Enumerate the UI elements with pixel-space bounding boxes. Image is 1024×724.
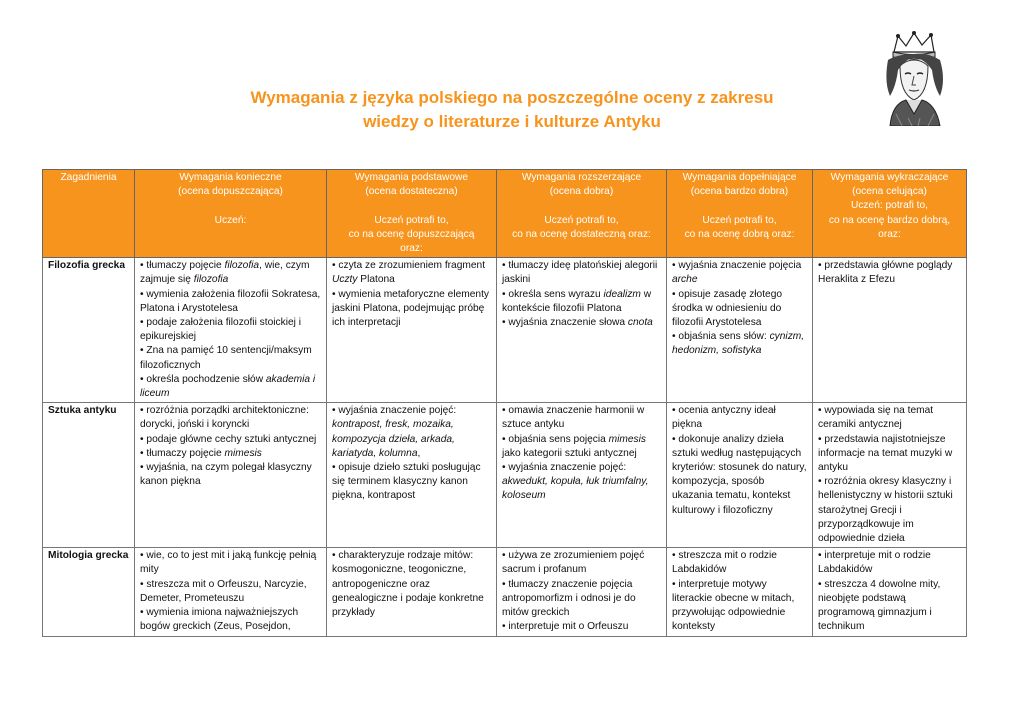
requirement-item: • streszcza mit o rodzie Labdakidów — [672, 550, 777, 576]
requirement-item: • wyjaśnia znaczenie pojęć: kontrapost, fresk, mozaika, kompozycja dzieła, arkada, kariatyda, kolumna, — [332, 405, 457, 459]
requirement-cell — [813, 403, 967, 548]
requirement-item: • podaje główne cechy sztuki antycznej — [140, 433, 317, 445]
requirement-item: • tłumaczy ideę platońskiej alegorii jaskini — [502, 260, 658, 286]
header-grade-4: Wymagania rozszerzające (ocena dobra) Uczeń potrafi to, co na ocenę dostateczną oraz: — [497, 170, 667, 258]
requirement-cell — [135, 403, 327, 548]
requirement-cell — [497, 548, 667, 636]
requirement-cell — [813, 258, 967, 403]
requirement-cell — [667, 258, 813, 403]
title-line-1: Wymagania z języka polskiego na poszczególne oceny z zakresu — [250, 88, 774, 107]
requirement-cell — [667, 548, 813, 636]
requirement-item: • Zna na pamięć 10 sentencji/maksym filozoficznych — [140, 345, 312, 371]
requirement-item: • streszcza 4 dowolne mity, nieobjęte podstawą programową gimnazjum i technikum — [818, 578, 941, 633]
requirement-item: • wypowiada się na temat ceramiki antycznej — [818, 405, 934, 431]
requirement-item: • interpretuje mit o rodzie Labdakidów — [818, 550, 931, 576]
requirement-cell — [327, 403, 497, 548]
requirement-item: • interpretuje mit o Orfeuszu — [502, 621, 629, 633]
header-grade-2: Wymagania konieczne (ocena dopuszczająca) Uczeń: — [135, 170, 327, 258]
requirement-item: • rozróżnia porządki architektoniczne: dorycki, joński i koryncki — [140, 405, 309, 431]
requirement-item: • objaśnia sens słów: cynizm, hedonizm, sofistyka — [672, 331, 805, 357]
header-row — [43, 170, 967, 258]
requirements-table — [42, 169, 967, 637]
requirement-item: • streszcza mit o Orfeuszu, Narcyzie, Demeter, Prometeuszu — [140, 578, 307, 604]
requirement-item: • wymienia metaforyczne elementy jaskini Platona, podejmując próbę ich interpretacji — [332, 288, 490, 329]
requirement-item: • przedstawia najistotniejsze informacje na temat muzyki w antyku — [818, 433, 953, 474]
topic-cell: Mitologia grecka — [43, 548, 135, 636]
topic-cell: Sztuka antyku — [43, 403, 135, 548]
header-topics: Zagadnienia — [43, 170, 135, 258]
requirement-item: • tłumaczy pojęcie filozofia, wie, czym zajmuje się filozofia — [140, 260, 310, 286]
requirement-item: • wyjaśnia znaczenie pojęć: akwedukt, kopuła, łuk triumfalny, koloseum — [502, 462, 649, 502]
requirement-item: • wyjaśnia, na czym polegał klasyczny kanon piękna — [140, 462, 312, 488]
portrait-crowned-man-icon — [876, 30, 954, 126]
requirement-item: • wyjaśnia znaczenie pojęcia arche — [672, 260, 802, 286]
requirement-item: • dokonuje analizy dzieła sztuki według następujących kryteriów: stosunek do natury, kompozycja, sposób ukazania tematu, kontekst kulturowy i filozoficzny — [672, 433, 807, 516]
requirement-item: • używa ze zrozumieniem pojęć sacrum i profanum — [502, 550, 645, 576]
requirement-item: • przedstawia główne poglądy Heraklita z Efezu — [818, 260, 953, 286]
title-line-2: wiedzy o literaturze i kulturze Antyku — [363, 112, 661, 131]
requirement-item: • opisuje dzieło sztuki posługując się terminem klasyczny kanon piękna, kontrapost — [332, 462, 481, 502]
table-row — [43, 548, 967, 636]
requirement-cell — [327, 548, 497, 636]
requirement-cell — [813, 548, 967, 636]
requirement-item: • charakteryzuje rodzaje mitów: kosmogoniczne, teogoniczne, antropogeniczne oraz genealogiczne i podaje konkretne przykłady — [332, 550, 484, 619]
requirement-item: • tłumaczy pojęcie mimesis — [140, 447, 262, 459]
requirement-item: • tłumaczy znaczenie pojęcia antropomorfizm i odnosi je do mitów greckich — [502, 578, 636, 619]
requirement-item: • interpretuje motywy literackie obecne w mitach, przywołując odpowiednie konteksty — [672, 578, 795, 633]
requirement-item: • objaśnia sens pojęcia mimesis jako kategorii sztuki antycznej — [502, 433, 646, 459]
requirement-cell — [497, 258, 667, 403]
requirement-cell — [667, 403, 813, 548]
header-grade-5: Wymagania dopełniające (ocena bardzo dobra) Uczeń potrafi to, co na ocenę dobrą oraz: — [667, 170, 813, 258]
page-title — [0, 86, 1024, 134]
requirement-cell — [135, 258, 327, 403]
requirement-cell — [497, 403, 667, 548]
requirement-item: • ocenia antyczny ideał piękna — [672, 405, 776, 431]
requirement-item: • czyta ze zrozumieniem fragment Uczty Platona — [332, 260, 486, 286]
requirement-item: • określa pochodzenie słów akademia i liceum — [140, 373, 316, 400]
header-grade-3: Wymagania podstawowe (ocena dostateczna) Uczeń potrafi to, co na ocenę dopuszczającą oraz: — [327, 170, 497, 258]
table-row — [43, 258, 967, 403]
table-row — [43, 403, 967, 548]
requirement-item: • wie, co to jest mit i jaką funkcję pełnią mity — [140, 550, 317, 576]
requirement-item: • wyjaśnia znaczenie słowa cnota — [502, 317, 653, 329]
requirement-item: • wymienia imiona najważniejszych bogów greckich (Zeus, Posejdon, — [140, 607, 299, 633]
requirement-cell — [135, 548, 327, 636]
requirement-item: • wymienia założenia filozofii Sokratesa, Platona i Arystotelesa — [140, 288, 321, 314]
topic-cell: Filozofia grecka — [43, 258, 135, 403]
requirement-item: • omawia znaczenie harmonii w sztuce antyku — [502, 405, 645, 431]
requirement-cell — [327, 258, 497, 403]
header-grade-6: Wymagania wykraczające (ocena celująca) Uczeń: potrafi to, co na ocenę bardzo dobrą, oraz: — [813, 170, 967, 258]
requirement-item: • określa sens wyrazu idealizm w kontekście filozofii Platona — [502, 288, 652, 314]
requirement-item: • rozróżnia okresy klasyczny i hellenistyczny w historii sztuki starożytnej Grecji i przyporządkowuje im odpowiednie dzieła — [818, 476, 953, 545]
requirement-item: • opisuje zasadę złotego środka w odniesieniu do filozofii Arystotelesa — [672, 288, 783, 329]
requirement-item: • podaje założenia filozofii stoickiej i epikurejskiej — [140, 317, 301, 343]
